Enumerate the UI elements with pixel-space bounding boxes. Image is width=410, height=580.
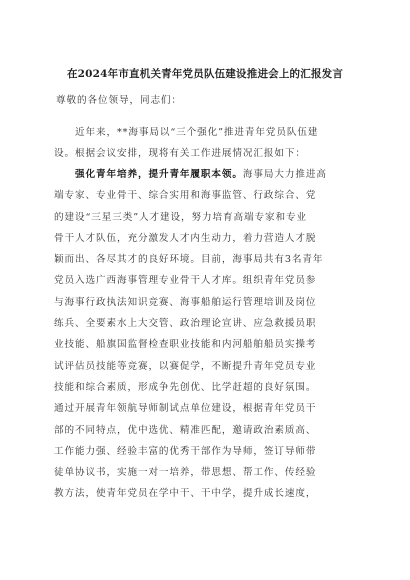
paragraph-line: 党员入选广西海事管理专业骨干人才库。组织青年党员参 bbox=[54, 275, 317, 287]
paragraph-line: 工作能力强、经验丰富的优秀干部作为导师，签订导师带 bbox=[54, 445, 317, 457]
paragraph-line: 的建设“三星三类”人才建设，努力培育高端专家和专业 bbox=[54, 211, 307, 223]
paragraph-first-line bbox=[54, 164, 360, 185]
paragraph-line: 设。根据会议安排，现将有关工作进展情况汇报如下： bbox=[54, 148, 306, 160]
paragraph-line: 与海事行政执法知识竞赛、海事船舶运行管理培训及岗位 bbox=[54, 296, 317, 308]
paragraph-line: 部的不同特点，优中选优、精准匹配，邀请政治素质高、 bbox=[54, 424, 317, 436]
paragraph-line-rest: 海事局大力推进高 bbox=[242, 169, 327, 180]
paragraph-line: 通过开展青年领航导师制试点单位建设，根据青年党员干 bbox=[54, 403, 317, 415]
paragraph-line: 教方法，使青年党员在学中干、干中学，提升成长速度， bbox=[54, 488, 317, 500]
salutation: 尊敬的各位领导，同志们： bbox=[56, 95, 182, 106]
paragraph-line: 试评估员技能等竞赛，以赛促学，不断提升青年党员专业 bbox=[54, 360, 317, 372]
document-title: 在2024年市直机关青年党员队伍建设推进会上的汇报发言 bbox=[66, 68, 344, 80]
paragraph-training bbox=[54, 164, 360, 505]
paragraph-line: 近年来，**海事局以“三个强化”推进青年党员队伍建 bbox=[54, 127, 319, 138]
paragraph-line: 练兵、全要素水上大交管、政治理论宣讲、应急救援员职 bbox=[54, 318, 317, 330]
paragraph-line: 业技能、船旗国监督检查职业技能和内河船舶船员实操考 bbox=[54, 339, 317, 351]
paragraph-line: 骨干人才队伍，充分激发人才内生动力，着力营造人才脱 bbox=[54, 232, 317, 244]
paragraph-line: 技能和综合素质，形成争先创优、比学赶超的良好氛围。 bbox=[54, 381, 317, 393]
paragraph-line: 端专家、专业骨干、综合实用和海事监管、行政综合、党 bbox=[54, 190, 317, 202]
section-heading: 强化青年培养，提升青年履职本领。 bbox=[75, 169, 243, 180]
paragraph-line: 徒单协议书，实施一对一培养，带思想、帮工作、传经验 bbox=[54, 467, 317, 479]
paragraph-intro bbox=[54, 122, 360, 165]
paragraph-line: 颖而出、各尽其才的良好环境。目前，海事局共有3名青年 bbox=[54, 254, 324, 266]
